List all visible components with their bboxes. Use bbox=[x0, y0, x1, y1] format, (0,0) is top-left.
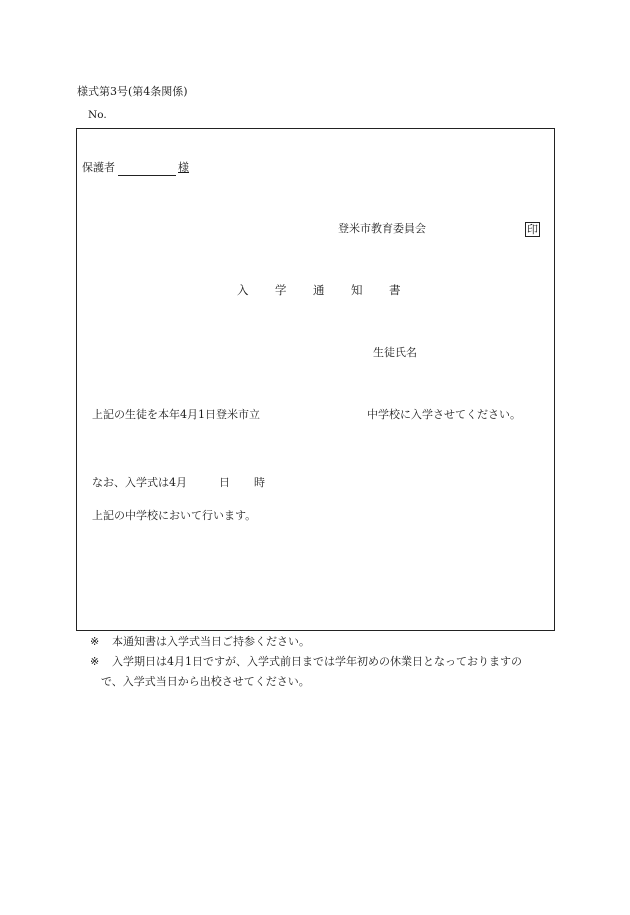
guardian-label: 保護者 bbox=[82, 161, 115, 174]
issuer-name: 登米市教育委員会 bbox=[338, 222, 426, 235]
body-text-venue: 上記の中学校において行います。 bbox=[92, 509, 257, 522]
ceremony-hour-label: 時 bbox=[254, 476, 265, 489]
title-char: 知 bbox=[351, 283, 363, 297]
guardian-honorific: 様 bbox=[178, 161, 189, 174]
guardian-name-blank[interactable] bbox=[118, 175, 176, 176]
note-2-continued: で、入学式当日から出校させてください。 bbox=[101, 675, 310, 688]
body-text-school: 中学校に入学させてください。 bbox=[367, 408, 521, 421]
note-1: 本通知書は入学式当日ご持参ください。 bbox=[112, 635, 310, 648]
note-mark: ※ bbox=[90, 635, 100, 648]
note-2: 入学期日は4月1日ですが、入学式前日までは学年初めの休業日となっておりますの bbox=[112, 655, 522, 668]
document-number-label: No. bbox=[88, 109, 107, 121]
body-text-admission: 上記の生徒を本年4月1日登米市立 bbox=[92, 408, 260, 421]
document-title bbox=[237, 285, 427, 297]
form-number: 様式第3号(第4条関係) bbox=[77, 85, 188, 98]
student-name-label: 生徒氏名 bbox=[373, 346, 417, 359]
notice-frame bbox=[76, 128, 555, 631]
note-mark: ※ bbox=[90, 655, 100, 668]
ceremony-day-label: 日 bbox=[219, 476, 230, 489]
title-char: 学 bbox=[275, 283, 287, 297]
ceremony-date-text: なお、入学式は4月 bbox=[92, 476, 187, 489]
seal-stamp: 印 bbox=[527, 223, 538, 236]
title-char: 入 bbox=[237, 283, 249, 297]
title-char: 書 bbox=[389, 283, 401, 297]
title-char: 通 bbox=[313, 283, 325, 297]
